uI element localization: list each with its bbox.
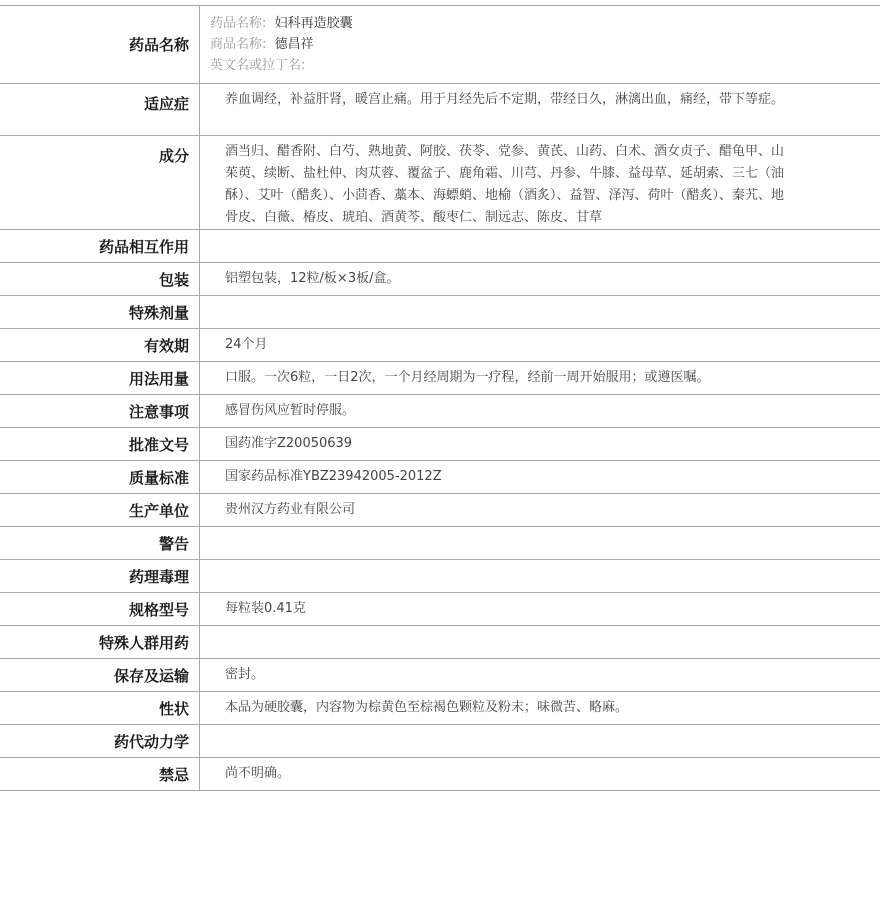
row-special-dosage <box>0 296 880 329</box>
row-value-packaging: 铝塑包装，12粒/板×3板/盒。 <box>225 271 400 286</box>
row-label-packaging: 包装 <box>0 263 200 295</box>
row-label-precautions: 注意事项 <box>0 395 200 427</box>
row-value-manufacturer: 贵州汉方药业有限公司 <box>225 502 356 517</box>
row-value-usage-dosage: 口服。一次6粒，一日2次，一个月经周期为一疗程，经前一周开始服用；或遵医嘱。 <box>225 370 710 385</box>
row-value-pharmacokinetics <box>200 725 880 757</box>
row-label-special-dosage: 特殊剂量 <box>0 296 200 328</box>
row-ingredients <box>0 136 880 230</box>
generic-name-key: 药品名称: <box>210 16 267 31</box>
row-label-special-populations: 特殊人群用药 <box>0 626 200 658</box>
row-label-manufacturer: 生产单位 <box>0 494 200 526</box>
row-value-special-populations <box>200 626 880 658</box>
row-value-precautions: 感冒伤风应暂时停服。 <box>225 403 356 418</box>
row-value-quality-standard: 国家药品标准YBZ23942005-2012Z <box>225 469 442 484</box>
row-label-indications: 适应症 <box>0 84 200 135</box>
row-description <box>0 692 880 725</box>
trade-name-key: 商品名称: <box>210 37 267 52</box>
row-label-pharmacokinetics: 药代动力学 <box>0 725 200 757</box>
row-contraindications <box>0 758 880 791</box>
row-quality-standard <box>0 461 880 494</box>
trade-name-line <box>210 34 314 55</box>
row-drug-name <box>0 6 880 84</box>
row-label-ingredients: 成分 <box>0 136 200 229</box>
row-value-ingredients: 酒当归、醋香附、白芍、熟地黄、阿胶、茯苓、党参、黄芪、山药、白术、酒女贞子、醋龟甲、山茱萸、续断、盐杜仲、肉苁蓉、覆盆子、鹿角霜、川芎、丹参、牛膝、益母草、延胡索、三七（油酥）、艾叶（醋炙）、小茴香、藁本、海螵蛸、地榆（酒炙）、益智、泽泻、荷叶（醋炙）、秦艽、地骨皮、白薇、椿皮、琥珀、酒黄芩、酸枣仁、制远志、陈皮、甘草 <box>225 144 785 225</box>
generic-name-value: 妇科再造胶囊 <box>274 16 353 31</box>
row-label-pharmacology: 药理毒理 <box>0 560 200 592</box>
drug-name-block <box>200 6 880 83</box>
row-value-warning <box>200 527 880 559</box>
row-approval-number <box>0 428 880 461</box>
row-value-specification: 每粒装0.41克 <box>225 601 306 616</box>
row-value-special-dosage <box>200 296 880 328</box>
row-warning <box>0 527 880 560</box>
row-usage-dosage <box>0 362 880 395</box>
row-pharmacokinetics <box>0 725 880 758</box>
row-value-interactions <box>200 230 880 262</box>
row-label-warning: 警告 <box>0 527 200 559</box>
drug-info-table <box>0 5 880 791</box>
row-storage <box>0 659 880 692</box>
row-label-approval-number: 批准文号 <box>0 428 200 460</box>
row-value-contraindications: 尚不明确。 <box>225 766 291 781</box>
row-specification <box>0 593 880 626</box>
row-label-interactions: 药品相互作用 <box>0 230 200 262</box>
row-value-indications: 养血调经，补益肝肾，暖宫止痛。用于月经先后不定期，带经日久，淋漓出血，痛经，带下等症。 <box>225 92 785 107</box>
row-label-drug-name: 药品名称 <box>0 6 200 83</box>
row-label-shelf-life: 有效期 <box>0 329 200 361</box>
trade-name-value: 德昌祥 <box>274 37 314 52</box>
row-label-usage-dosage: 用法用量 <box>0 362 200 394</box>
row-pharmacology <box>0 560 880 593</box>
row-packaging <box>0 263 880 296</box>
row-interactions <box>0 230 880 263</box>
row-precautions <box>0 395 880 428</box>
row-label-quality-standard: 质量标准 <box>0 461 200 493</box>
row-special-populations <box>0 626 880 659</box>
latin-name-line <box>210 55 305 76</box>
row-label-storage: 保存及运输 <box>0 659 200 691</box>
generic-name-line <box>210 13 353 34</box>
row-value-pharmacology <box>200 560 880 592</box>
row-value-approval-number: 国药准字Z20050639 <box>225 436 353 451</box>
row-label-contraindications: 禁忌 <box>0 758 200 790</box>
row-indications <box>0 84 880 136</box>
row-value-shelf-life: 24个月 <box>225 337 268 352</box>
row-shelf-life <box>0 329 880 362</box>
row-label-specification: 规格型号 <box>0 593 200 625</box>
row-value-storage: 密封。 <box>225 667 265 682</box>
row-manufacturer <box>0 494 880 527</box>
latin-name-key: 英文名或拉丁名: <box>210 58 306 73</box>
row-label-description: 性状 <box>0 692 200 724</box>
row-value-description: 本品为硬胶囊，内容物为棕黄色至棕褐色颗粒及粉末；味微苦、略麻。 <box>225 700 629 715</box>
